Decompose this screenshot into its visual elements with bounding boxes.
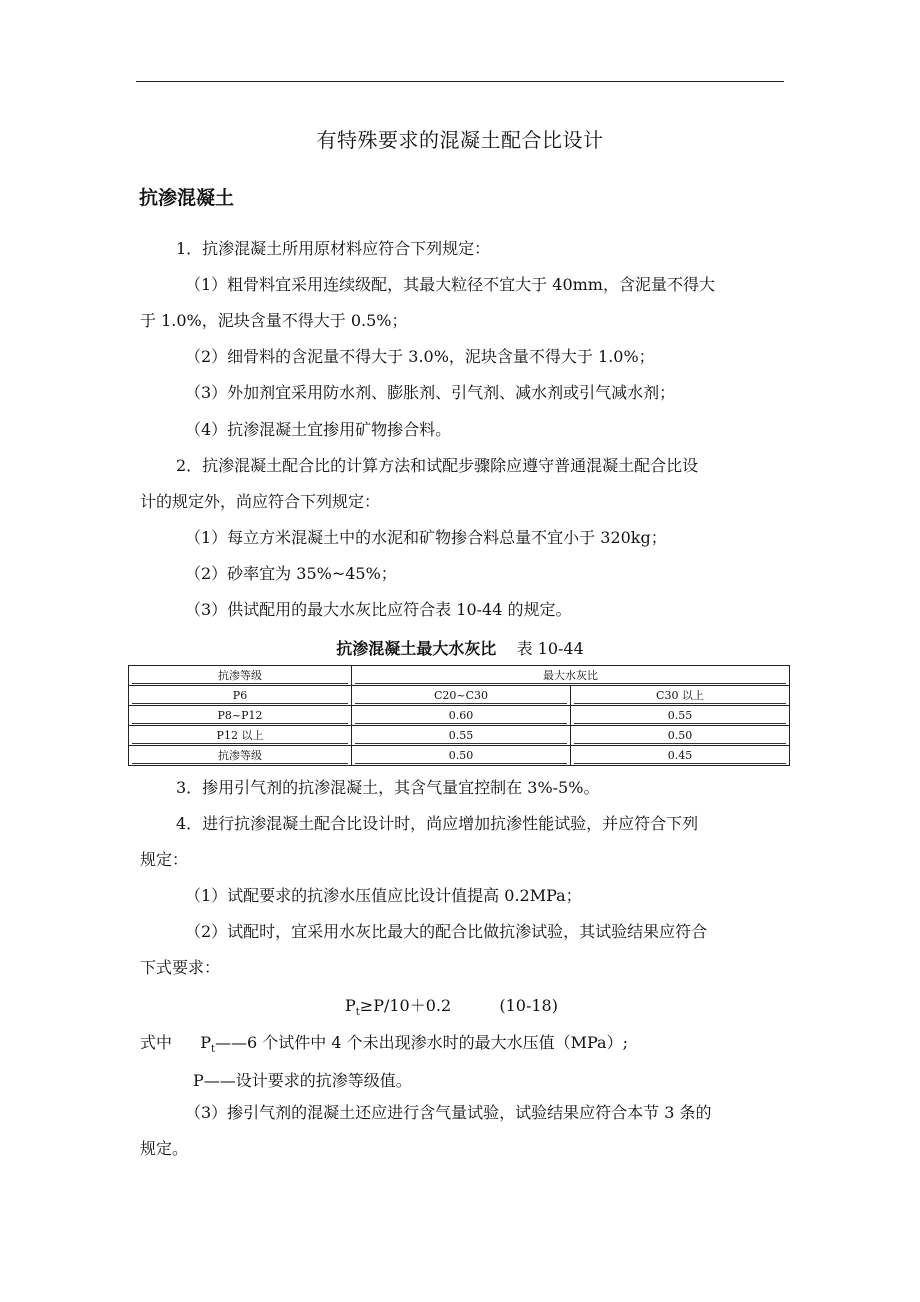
where-label: 式中 <box>140 1033 173 1052</box>
table-cell: 0.45 <box>571 746 790 766</box>
formula-10-18 <box>345 993 558 1018</box>
paragraph-4-item-3: （3）掺引气剂的混凝土还应进行含气量试验，试验结果应符合本节 3 条的 <box>185 1103 712 1122</box>
paragraph-4-item-3-cont: 规定。 <box>140 1139 189 1158</box>
paragraph-1-item-4: （4）抗渗混凝土宜掺用矿物掺合料。 <box>185 420 452 439</box>
table-header-row <box>129 666 790 686</box>
paragraph-4-cont: 规定： <box>140 850 189 869</box>
paragraph-2-item-1: （1）每立方米混凝土中的水泥和矿物掺合料总量不宜小于 320kg； <box>185 528 667 547</box>
water-cement-table <box>128 665 790 766</box>
definition-p: P——设计要求的抗渗等级值。 <box>193 1071 412 1090</box>
paragraph-1-item-3: （3）外加剂宜采用防水剂、膨胀剂、引气剂、减水剂或引气减水剂； <box>185 383 676 402</box>
header-rule <box>136 81 784 82</box>
formula-rhs: ≥P/10＋0.2 <box>359 996 452 1015</box>
paragraph-4: 4．进行抗渗混凝土配合比设计时，尚应增加抗渗性能试验，并应符合下列 <box>176 814 699 833</box>
paragraph-3: 3．掺用引气剂的抗渗混凝土，其含气量宜控制在 3%-5%。 <box>176 778 600 797</box>
formula-lhs: P <box>345 996 356 1015</box>
section-heading: 抗渗混凝土 <box>139 187 235 209</box>
page-title: 有特殊要求的混凝土配合比设计 <box>316 128 604 152</box>
table-cell: 0.50 <box>352 746 571 766</box>
table-cell: 抗渗等级 <box>129 746 352 766</box>
table-row <box>129 726 790 746</box>
paragraph-1-item-1-cont: 于 1.0%，泥块含量不得大于 0.5%； <box>140 311 408 330</box>
paragraph-2: 2．抗渗混凝土配合比的计算方法和试配步骤除应遵守普通混凝土配合比设 <box>176 456 699 475</box>
table-cell: C20~C30 <box>352 686 571 706</box>
table-caption-title: 抗渗混凝土最大水灰比 <box>336 639 497 658</box>
table-row <box>129 746 790 766</box>
table-caption <box>0 636 920 659</box>
paragraph-2-cont: 计的规定外，尚应符合下列规定： <box>140 492 381 511</box>
table-cell: 0.55 <box>352 726 571 746</box>
paragraph-2-item-2: （2）砂率宜为 35%~45%； <box>185 564 397 583</box>
table-cell: P8~P12 <box>129 706 352 726</box>
formula-subscript: t <box>355 1007 360 1018</box>
table-cell: 0.60 <box>352 706 571 726</box>
paragraph-4-item-1: （1）试配要求的抗渗水压值应比设计值提高 0.2MPa； <box>185 886 582 905</box>
paragraph-1-item-2: （2）细骨料的含泥量不得大于 3.0%，泥块含量不得大于 1.0%； <box>185 347 655 366</box>
definition-subscript: t <box>210 1044 215 1055</box>
paragraph-4-item-2-cont: 下式要求： <box>140 958 221 977</box>
table-number: 表 10-44 <box>516 639 584 658</box>
table-row <box>129 706 790 726</box>
table-row <box>129 686 790 706</box>
table-cell: P6 <box>129 686 352 706</box>
paragraph-1: 1．抗渗混凝土所用原材料应符合下列规定： <box>176 239 491 258</box>
definition-text: ——6 个试件中 4 个未出现渗水时的最大水压值（MPa）; <box>215 1033 628 1052</box>
definition-pt <box>140 1030 628 1055</box>
table-cell: P12 以上 <box>129 726 352 746</box>
paragraph-1-item-1: （1）粗骨料宜采用连续级配，其最大粒径不宜大于 40mm，含泥量不得大 <box>185 275 715 294</box>
formula-number: (10-18) <box>499 996 558 1015</box>
table-header-cell: 抗渗等级 <box>129 666 352 686</box>
table-cell: 0.55 <box>571 706 790 726</box>
definition-symbol: P <box>200 1033 211 1052</box>
table-cell: 0.50 <box>571 726 790 746</box>
paragraph-2-item-3: （3）供试配用的最大水灰比应符合表 10-44 的规定。 <box>185 600 572 619</box>
table-cell: C30 以上 <box>571 686 790 706</box>
table-header-cell: 最大水灰比 <box>352 666 790 686</box>
paragraph-4-item-2: （2）试配时，宜采用水灰比最大的配合比做抗渗试验，其试验结果应符合 <box>185 922 708 941</box>
